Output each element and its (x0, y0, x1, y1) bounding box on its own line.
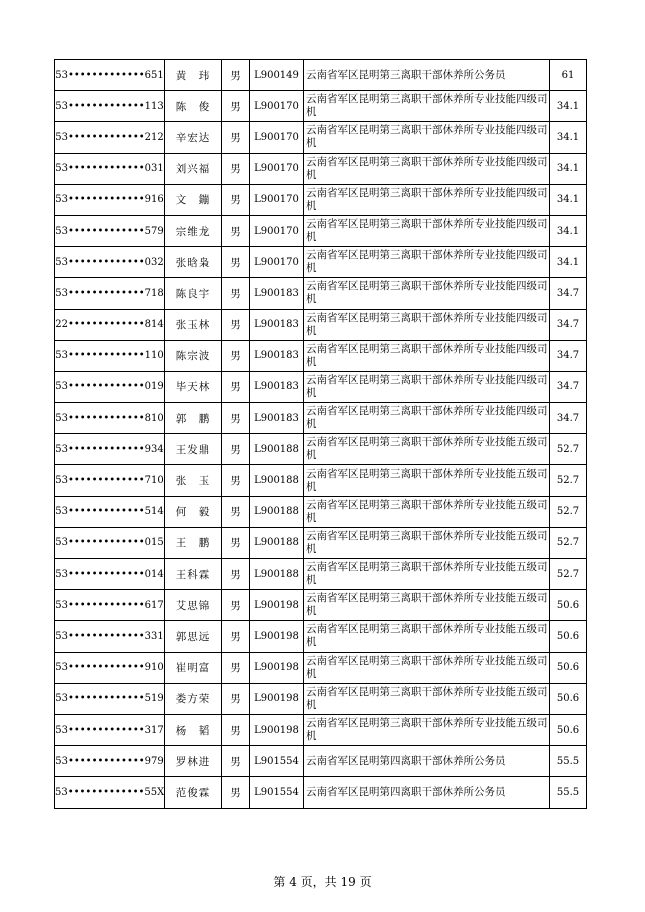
name-cell: 陈良宇 (165, 278, 222, 309)
gender-cell: 男 (222, 527, 250, 558)
position-code-cell: L900188 (250, 434, 304, 465)
score-cell: 50.6 (550, 652, 587, 683)
position-code-cell: L900188 (250, 465, 304, 496)
gender-cell: 男 (222, 777, 250, 808)
id-number-cell: 22•••••••••••••814 (55, 309, 165, 340)
id-number-cell: 53•••••••••••••617 (55, 590, 165, 621)
position-code-cell: L900183 (250, 403, 304, 434)
name-cell: 宗维龙 (165, 215, 222, 246)
table-row (55, 590, 587, 621)
position-code-cell: L900198 (250, 714, 304, 745)
name-cell: 陈 俊 (165, 91, 222, 122)
table-row (55, 746, 587, 777)
position-code-cell: L901554 (250, 746, 304, 777)
unit-position-cell: 云南省军区昆明第三离职干部休养所专业技能四级司机 (304, 215, 550, 246)
unit-position-cell: 云南省军区昆明第三离职干部休养所专业技能五级司机 (304, 465, 550, 496)
id-number-cell: 53•••••••••••••979 (55, 746, 165, 777)
id-number-cell: 53•••••••••••••934 (55, 434, 165, 465)
gender-cell: 男 (222, 278, 250, 309)
id-number-cell: 53•••••••••••••55X (55, 777, 165, 808)
name-cell: 崔明富 (165, 652, 222, 683)
gender-cell: 男 (222, 652, 250, 683)
table-row (55, 278, 587, 309)
score-cell: 52.7 (550, 434, 587, 465)
gender-cell: 男 (222, 683, 250, 714)
name-cell: 王 鹏 (165, 527, 222, 558)
name-cell: 王发鼎 (165, 434, 222, 465)
score-cell: 34.7 (550, 403, 587, 434)
id-number-cell: 53•••••••••••••014 (55, 559, 165, 590)
name-cell: 张晗枭 (165, 247, 222, 278)
table-row (55, 340, 587, 371)
table-row (55, 153, 587, 184)
score-cell: 50.6 (550, 683, 587, 714)
table-row (55, 309, 587, 340)
unit-position-cell: 云南省军区昆明第四离职干部休养所公务员 (304, 777, 550, 808)
position-code-cell: L900183 (250, 309, 304, 340)
score-cell: 52.7 (550, 496, 587, 527)
position-code-cell: L900198 (250, 621, 304, 652)
score-cell: 34.7 (550, 309, 587, 340)
position-code-cell: L900198 (250, 683, 304, 714)
table-row (55, 652, 587, 683)
gender-cell: 男 (222, 590, 250, 621)
table-row (55, 60, 587, 91)
position-code-cell: L900170 (250, 215, 304, 246)
name-cell: 毕天林 (165, 371, 222, 402)
id-number-cell: 53•••••••••••••032 (55, 247, 165, 278)
unit-position-cell: 云南省军区昆明第三离职干部休养所专业技能四级司机 (304, 122, 550, 153)
table-row (55, 371, 587, 402)
id-number-cell: 53•••••••••••••110 (55, 340, 165, 371)
gender-cell: 男 (222, 465, 250, 496)
id-number-cell: 53•••••••••••••519 (55, 683, 165, 714)
id-number-cell: 53•••••••••••••916 (55, 184, 165, 215)
name-cell: 杨 韬 (165, 714, 222, 745)
unit-position-cell: 云南省军区昆明第三离职干部休养所专业技能五级司机 (304, 621, 550, 652)
position-code-cell: L900170 (250, 91, 304, 122)
name-cell: 娄方荣 (165, 683, 222, 714)
position-code-cell: L900188 (250, 496, 304, 527)
unit-position-cell: 云南省军区昆明第三离职干部休养所专业技能五级司机 (304, 652, 550, 683)
unit-position-cell: 云南省军区昆明第三离职干部休养所专业技能四级司机 (304, 184, 550, 215)
id-number-cell: 53•••••••••••••810 (55, 403, 165, 434)
table-row (55, 559, 587, 590)
name-cell: 文 鏰 (165, 184, 222, 215)
gender-cell: 男 (222, 184, 250, 215)
score-cell: 34.1 (550, 153, 587, 184)
table-row (55, 403, 587, 434)
score-cell: 61 (550, 60, 587, 91)
position-code-cell: L900149 (250, 60, 304, 91)
score-cell: 55.5 (550, 777, 587, 808)
id-number-cell: 53•••••••••••••113 (55, 91, 165, 122)
gender-cell: 男 (222, 60, 250, 91)
score-cell: 52.7 (550, 465, 587, 496)
score-cell: 34.1 (550, 184, 587, 215)
id-number-cell: 53•••••••••••••331 (55, 621, 165, 652)
gender-cell: 男 (222, 309, 250, 340)
unit-position-cell: 云南省军区昆明第三离职干部休养所专业技能五级司机 (304, 527, 550, 558)
table-row (55, 184, 587, 215)
unit-position-cell: 云南省军区昆明第三离职干部休养所专业技能四级司机 (304, 371, 550, 402)
id-number-cell: 53•••••••••••••910 (55, 652, 165, 683)
table-row (55, 621, 587, 652)
gender-cell: 男 (222, 496, 250, 527)
table-row (55, 247, 587, 278)
gender-cell: 男 (222, 403, 250, 434)
unit-position-cell: 云南省军区昆明第三离职干部休养所专业技能五级司机 (304, 590, 550, 621)
position-code-cell: L900198 (250, 590, 304, 621)
name-cell: 艾思锦 (165, 590, 222, 621)
name-cell: 范俊霖 (165, 777, 222, 808)
score-cell: 34.7 (550, 340, 587, 371)
position-code-cell: L900198 (250, 652, 304, 683)
name-cell: 郭思远 (165, 621, 222, 652)
unit-position-cell: 云南省军区昆明第三离职干部休养所专业技能四级司机 (304, 403, 550, 434)
table-row (55, 91, 587, 122)
table-row (55, 122, 587, 153)
id-number-cell: 53•••••••••••••212 (55, 122, 165, 153)
table-row (55, 465, 587, 496)
unit-position-cell: 云南省军区昆明第三离职干部休养所专业技能五级司机 (304, 683, 550, 714)
table-row (55, 496, 587, 527)
position-code-cell: L900183 (250, 278, 304, 309)
name-cell: 陈宗波 (165, 340, 222, 371)
gender-cell: 男 (222, 215, 250, 246)
position-code-cell: L900183 (250, 371, 304, 402)
score-cell: 50.6 (550, 621, 587, 652)
gender-cell: 男 (222, 746, 250, 777)
id-number-cell: 53•••••••••••••710 (55, 465, 165, 496)
table-row (55, 683, 587, 714)
unit-position-cell: 云南省军区昆明第三离职干部休养所专业技能四级司机 (304, 309, 550, 340)
id-number-cell: 53•••••••••••••651 (55, 60, 165, 91)
score-cell: 52.7 (550, 559, 587, 590)
gender-cell: 男 (222, 714, 250, 745)
id-number-cell: 53•••••••••••••718 (55, 278, 165, 309)
gender-cell: 男 (222, 371, 250, 402)
position-code-cell: L900170 (250, 247, 304, 278)
gender-cell: 男 (222, 621, 250, 652)
unit-position-cell: 云南省军区昆明第三离职干部休养所专业技能五级司机 (304, 496, 550, 527)
id-number-cell: 53•••••••••••••031 (55, 153, 165, 184)
score-cell: 55.5 (550, 746, 587, 777)
unit-position-cell: 云南省军区昆明第四离职干部休养所公务员 (304, 746, 550, 777)
position-code-cell: L900170 (250, 122, 304, 153)
gender-cell: 男 (222, 247, 250, 278)
id-number-cell: 53•••••••••••••317 (55, 714, 165, 745)
name-cell: 张 玉 (165, 465, 222, 496)
unit-position-cell: 云南省军区昆明第三离职干部休养所专业技能四级司机 (304, 247, 550, 278)
score-cell: 50.6 (550, 714, 587, 745)
unit-position-cell: 云南省军区昆明第三离职干部休养所专业技能四级司机 (304, 340, 550, 371)
gender-cell: 男 (222, 153, 250, 184)
results-table (54, 59, 587, 809)
id-number-cell: 53•••••••••••••579 (55, 215, 165, 246)
score-cell: 50.6 (550, 590, 587, 621)
unit-position-cell: 云南省军区昆明第三离职干部休养所专业技能五级司机 (304, 559, 550, 590)
table-row (55, 777, 587, 808)
gender-cell: 男 (222, 340, 250, 371)
position-code-cell: L900188 (250, 527, 304, 558)
position-code-cell: L900183 (250, 340, 304, 371)
score-cell: 34.1 (550, 91, 587, 122)
position-code-cell: L901554 (250, 777, 304, 808)
unit-position-cell: 云南省军区昆明第三离职干部休养所专业技能五级司机 (304, 714, 550, 745)
score-cell: 34.7 (550, 371, 587, 402)
score-cell: 34.1 (550, 247, 587, 278)
position-code-cell: L900170 (250, 153, 304, 184)
name-cell: 刘兴福 (165, 153, 222, 184)
score-cell: 34.1 (550, 122, 587, 153)
unit-position-cell: 云南省军区昆明第三离职干部休养所专业技能四级司机 (304, 278, 550, 309)
name-cell: 郭 鹏 (165, 403, 222, 434)
position-code-cell: L900188 (250, 559, 304, 590)
gender-cell: 男 (222, 91, 250, 122)
table-row (55, 215, 587, 246)
id-number-cell: 53•••••••••••••019 (55, 371, 165, 402)
unit-position-cell: 云南省军区昆明第三离职干部休养所公务员 (304, 60, 550, 91)
table-row (55, 434, 587, 465)
score-cell: 52.7 (550, 527, 587, 558)
id-number-cell: 53•••••••••••••015 (55, 527, 165, 558)
gender-cell: 男 (222, 559, 250, 590)
position-code-cell: L900170 (250, 184, 304, 215)
id-number-cell: 53•••••••••••••514 (55, 496, 165, 527)
gender-cell: 男 (222, 122, 250, 153)
name-cell: 张玉林 (165, 309, 222, 340)
name-cell: 王科霖 (165, 559, 222, 590)
gender-cell: 男 (222, 434, 250, 465)
unit-position-cell: 云南省军区昆明第三离职干部休养所专业技能五级司机 (304, 434, 550, 465)
unit-position-cell: 云南省军区昆明第三离职干部休养所专业技能四级司机 (304, 153, 550, 184)
name-cell: 辛宏达 (165, 122, 222, 153)
unit-position-cell: 云南省军区昆明第三离职干部休养所专业技能四级司机 (304, 91, 550, 122)
table-row (55, 714, 587, 745)
page-footer: 第 4 页，共 19 页 (273, 875, 372, 889)
name-cell: 何 毅 (165, 496, 222, 527)
name-cell: 黄 玮 (165, 60, 222, 91)
score-cell: 34.7 (550, 278, 587, 309)
name-cell: 罗林进 (165, 746, 222, 777)
score-cell: 34.1 (550, 215, 587, 246)
table-row (55, 527, 587, 558)
results-table-body (55, 60, 587, 809)
